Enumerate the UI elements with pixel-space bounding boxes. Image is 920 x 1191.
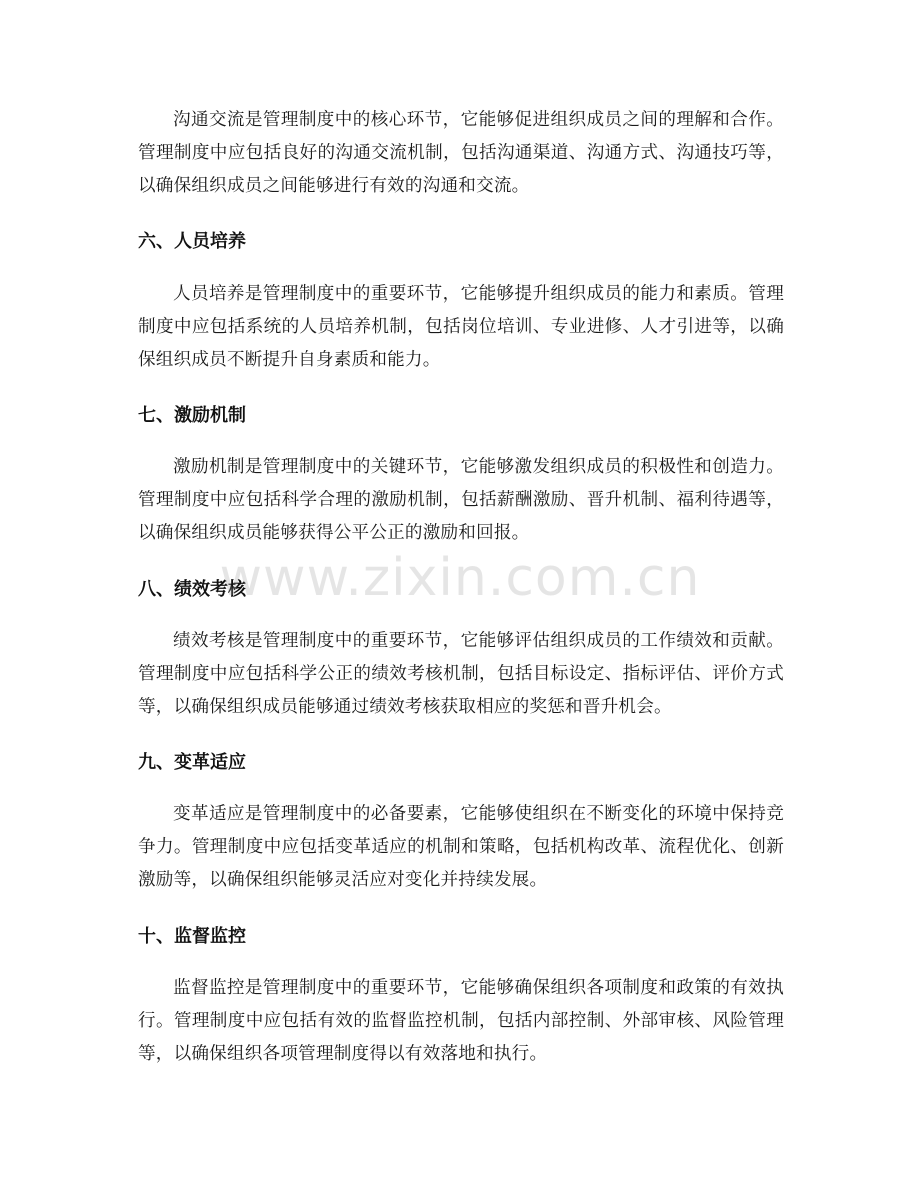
paragraph-change-adaptation: 变革适应是管理制度中的必备要素，它能够使组织在不断变化的环境中保持竞争力。管理制度中应包括变革适应的机制和策略，包括机构改革、流程优化、创新激励等，以确保组织能够灵活应对变化并持续发展。 bbox=[138, 804, 784, 890]
heading-performance-appraisal: 八、绩效考核 bbox=[138, 579, 246, 600]
heading-supervision-monitoring: 十、监督监控 bbox=[138, 926, 246, 947]
heading-personnel-training: 六、人员培养 bbox=[138, 231, 246, 252]
paragraph-performance-appraisal: 绩效考核是管理制度中的重要环节，它能够评估组织成员的工作绩效和贡献。管理制度中应包括科学公正的绩效考核机制，包括目标设定、指标评估、评价方式等，以确保组织成员能够通过绩效考核获取相应的奖惩和晋升机会。 bbox=[138, 631, 784, 717]
paragraph-communication: 沟通交流是管理制度中的核心环节，它能够促进组织成员之间的理解和合作。管理制度中应包括良好的沟通交流机制，包括沟通渠道、沟通方式、沟通技巧等，以确保组织成员之间能够进行有效的沟通和交流。 bbox=[138, 110, 784, 196]
watermark: www.zixin.com.cn bbox=[219, 548, 701, 608]
heading-change-adaptation: 九、变革适应 bbox=[138, 752, 246, 773]
heading-incentive-mechanism: 七、激励机制 bbox=[138, 405, 246, 426]
paragraph-personnel-training: 人员培养是管理制度中的重要环节，它能够提升组织成员的能力和素质。管理制度中应包括系统的人员培养机制，包括岗位培训、专业进修、人才引进等，以确保组织成员不断提升自身素质和能力。 bbox=[138, 284, 784, 370]
paragraph-supervision-monitoring: 监督监控是管理制度中的重要环节，它能够确保组织各项制度和政策的有效执行。管理制度中应包括有效的监督监控机制，包括内部控制、外部审核、风险管理等，以确保组织各项管理制度得以有效落地和执行。 bbox=[138, 978, 784, 1064]
paragraph-incentive-mechanism: 激励机制是管理制度中的关键环节，它能够激发组织成员的积极性和创造力。管理制度中应包括科学合理的激励机制，包括薪酬激励、晋升机制、福利待遇等，以确保组织成员能够获得公平公正的激励和回报。 bbox=[138, 457, 784, 543]
